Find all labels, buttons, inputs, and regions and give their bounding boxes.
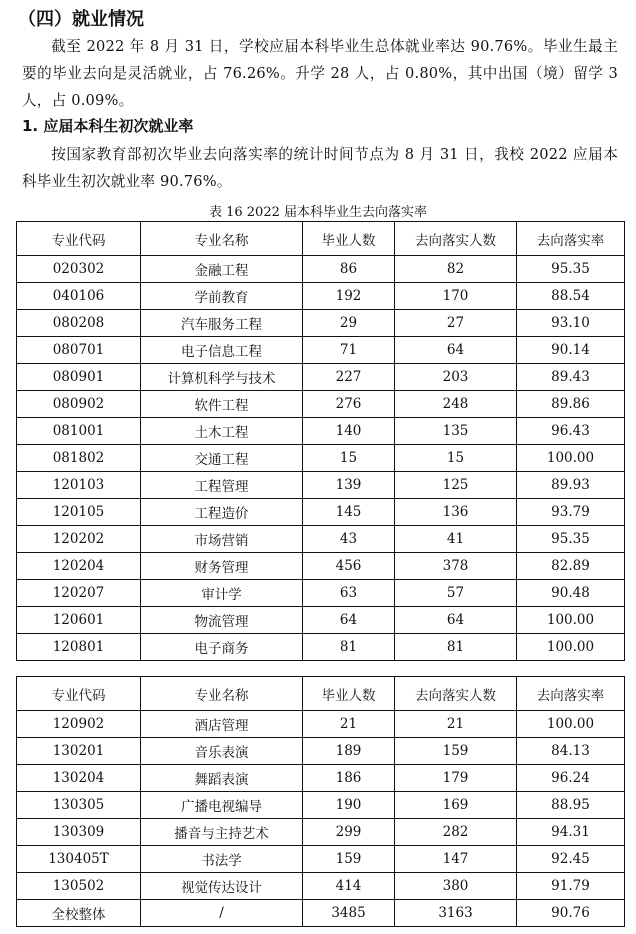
cell-major-name: 电子信息工程 <box>141 337 303 364</box>
cell-major-code: 020302 <box>17 256 141 283</box>
cell-placed-count: 136 <box>395 499 517 526</box>
table-row <box>17 526 625 553</box>
cell-graduates-count: 71 <box>303 337 395 364</box>
cell-placed-count: 282 <box>395 819 517 846</box>
cell-graduates-count: 15 <box>303 445 395 472</box>
cell-placement-rate: 89.86 <box>517 391 625 418</box>
cell-major-code: 130502 <box>17 873 141 900</box>
table-row <box>17 283 625 310</box>
table-row <box>17 418 625 445</box>
cell-major-code: 081802 <box>17 445 141 472</box>
cell-graduates-count: 3485 <box>303 900 395 927</box>
table-row <box>17 792 625 819</box>
cell-major-code: 130204 <box>17 765 141 792</box>
table-row <box>17 499 625 526</box>
table-header-row <box>17 677 625 711</box>
cell-major-code: 130201 <box>17 738 141 765</box>
cell-major-code: 080901 <box>17 364 141 391</box>
column-header-placement-rate: 去向落实率 <box>517 677 625 711</box>
cell-placed-count: 147 <box>395 846 517 873</box>
cell-major-name: 交通工程 <box>141 445 303 472</box>
cell-major-name: 财务管理 <box>141 553 303 580</box>
cell-placement-rate: 88.95 <box>517 792 625 819</box>
cell-placement-rate: 94.31 <box>517 819 625 846</box>
cell-placement-rate: 100.00 <box>517 445 625 472</box>
employment-table-part2 <box>16 676 625 927</box>
cell-major-name: 播音与主持艺术 <box>141 819 303 846</box>
cell-major-name: 物流管理 <box>141 607 303 634</box>
cell-placement-rate: 90.14 <box>517 337 625 364</box>
cell-placement-rate: 100.00 <box>517 634 625 661</box>
cell-placement-rate: 88.54 <box>517 283 625 310</box>
cell-placed-count: 41 <box>395 526 517 553</box>
table-row <box>17 873 625 900</box>
cell-major-name: 电子商务 <box>141 634 303 661</box>
column-header-placed-count: 去向落实人数 <box>395 677 517 711</box>
cell-major-name: 学前教育 <box>141 283 303 310</box>
cell-placed-count: 57 <box>395 580 517 607</box>
table-row <box>17 819 625 846</box>
cell-major-name: 工程管理 <box>141 472 303 499</box>
cell-major-name: 土木工程 <box>141 418 303 445</box>
cell-placement-rate: 93.10 <box>517 310 625 337</box>
cell-placed-count: 21 <box>395 711 517 738</box>
cell-major-code: 130305 <box>17 792 141 819</box>
cell-placed-count: 248 <box>395 391 517 418</box>
cell-placed-count: 170 <box>395 283 517 310</box>
cell-major-code: 081001 <box>17 418 141 445</box>
cell-graduates-count: 43 <box>303 526 395 553</box>
cell-major-name: 软件工程 <box>141 391 303 418</box>
cell-placement-rate: 96.24 <box>517 765 625 792</box>
cell-major-name: 视觉传达设计 <box>141 873 303 900</box>
employment-table-part1 <box>16 221 625 661</box>
cell-placement-rate: 90.76 <box>517 900 625 927</box>
cell-graduates-count: 63 <box>303 580 395 607</box>
cell-graduates-count: 145 <box>303 499 395 526</box>
table-row <box>17 256 625 283</box>
table-row <box>17 553 625 580</box>
cell-major-name: 审计学 <box>141 580 303 607</box>
cell-major-code: 120103 <box>17 472 141 499</box>
cell-graduates-count: 140 <box>303 418 395 445</box>
cell-major-name: 汽车服务工程 <box>141 310 303 337</box>
table-row <box>17 472 625 499</box>
cell-placed-count: 135 <box>395 418 517 445</box>
cell-placement-rate: 84.13 <box>517 738 625 765</box>
cell-major-name: 书法学 <box>141 846 303 873</box>
cell-major-code: 120801 <box>17 634 141 661</box>
cell-major-name: 舞蹈表演 <box>141 765 303 792</box>
column-header-graduates-count: 毕业人数 <box>303 677 395 711</box>
column-header-major-code: 专业代码 <box>17 222 141 256</box>
cell-placement-rate: 96.43 <box>517 418 625 445</box>
table-caption: 表 16 2022 届本科毕业生去向落实率 <box>208 205 428 220</box>
cell-placed-count: 380 <box>395 873 517 900</box>
cell-graduates-count: 456 <box>303 553 395 580</box>
cell-graduates-count: 21 <box>303 711 395 738</box>
cell-major-name: / <box>141 900 303 927</box>
cell-placed-count: 203 <box>395 364 517 391</box>
cell-placed-count: 64 <box>395 607 517 634</box>
cell-major-code: 080902 <box>17 391 141 418</box>
initial-employment-paragraph: 按国家教育部初次毕业去向落实率的统计时间节点为 8 月 31 日，我校 2022 应届本科毕业生初次就业率 90.76%。 <box>22 146 618 190</box>
cell-major-name: 市场营销 <box>141 526 303 553</box>
table-row <box>17 580 625 607</box>
cell-major-name: 金融工程 <box>141 256 303 283</box>
cell-graduates-count: 159 <box>303 846 395 873</box>
table-header-row <box>17 222 625 256</box>
cell-major-code: 全校整体 <box>17 900 141 927</box>
cell-graduates-count: 29 <box>303 310 395 337</box>
cell-placed-count: 378 <box>395 553 517 580</box>
cell-major-code: 120204 <box>17 553 141 580</box>
cell-placed-count: 81 <box>395 634 517 661</box>
cell-graduates-count: 276 <box>303 391 395 418</box>
employment-summary-paragraph: 截至 2022 年 8 月 31 日，学校应届本科毕业生总体就业率达 90.76%。毕业生最主要的毕业去向是灵活就业，占 76.26%。升学 28 人，占 0.80%，其中出国（境）留学 3 人，占 0.09%。 <box>22 38 618 109</box>
table-row <box>17 900 625 927</box>
cell-placed-count: 3163 <box>395 900 517 927</box>
table-row <box>17 607 625 634</box>
cell-major-code: 120601 <box>17 607 141 634</box>
table-row <box>17 634 625 661</box>
table-row <box>17 445 625 472</box>
cell-graduates-count: 190 <box>303 792 395 819</box>
cell-major-code: 120105 <box>17 499 141 526</box>
cell-graduates-count: 186 <box>303 765 395 792</box>
cell-major-name: 计算机科学与技术 <box>141 364 303 391</box>
cell-graduates-count: 81 <box>303 634 395 661</box>
cell-graduates-count: 227 <box>303 364 395 391</box>
cell-major-code: 130309 <box>17 819 141 846</box>
column-header-major-name: 专业名称 <box>141 677 303 711</box>
table-row <box>17 364 625 391</box>
table-row <box>17 391 625 418</box>
table-row <box>17 846 625 873</box>
cell-placement-rate: 82.89 <box>517 553 625 580</box>
cell-graduates-count: 139 <box>303 472 395 499</box>
cell-placement-rate: 100.00 <box>517 711 625 738</box>
cell-major-name: 酒店管理 <box>141 711 303 738</box>
cell-major-name: 工程造价 <box>141 499 303 526</box>
table-row <box>17 310 625 337</box>
cell-graduates-count: 64 <box>303 607 395 634</box>
cell-graduates-count: 189 <box>303 738 395 765</box>
cell-placed-count: 27 <box>395 310 517 337</box>
cell-major-code: 120202 <box>17 526 141 553</box>
cell-graduates-count: 86 <box>303 256 395 283</box>
cell-placement-rate: 95.35 <box>517 526 625 553</box>
cell-graduates-count: 414 <box>303 873 395 900</box>
cell-placed-count: 159 <box>395 738 517 765</box>
cell-graduates-count: 299 <box>303 819 395 846</box>
table-row <box>17 738 625 765</box>
cell-placement-rate: 92.45 <box>517 846 625 873</box>
section-title: （四）就业情况 <box>18 9 144 30</box>
cell-major-code: 130405T <box>17 846 141 873</box>
column-header-major-name: 专业名称 <box>141 222 303 256</box>
column-header-graduates-count: 毕业人数 <box>303 222 395 256</box>
cell-placement-rate: 100.00 <box>517 607 625 634</box>
cell-major-name: 音乐表演 <box>141 738 303 765</box>
cell-placed-count: 64 <box>395 337 517 364</box>
cell-placed-count: 125 <box>395 472 517 499</box>
table-row <box>17 337 625 364</box>
cell-placement-rate: 89.93 <box>517 472 625 499</box>
cell-placement-rate: 93.79 <box>517 499 625 526</box>
cell-placement-rate: 95.35 <box>517 256 625 283</box>
cell-major-code: 040106 <box>17 283 141 310</box>
cell-major-name: 广播电视编导 <box>141 792 303 819</box>
column-header-major-code: 专业代码 <box>17 677 141 711</box>
cell-placed-count: 179 <box>395 765 517 792</box>
cell-major-code: 120207 <box>17 580 141 607</box>
table-row <box>17 765 625 792</box>
column-header-placed-count: 去向落实人数 <box>395 222 517 256</box>
cell-placed-count: 15 <box>395 445 517 472</box>
cell-placement-rate: 89.43 <box>517 364 625 391</box>
cell-placed-count: 169 <box>395 792 517 819</box>
column-header-placement-rate: 去向落实率 <box>517 222 625 256</box>
subsection-title: 1. 应届本科生初次就业率 <box>22 117 194 135</box>
cell-major-code: 120902 <box>17 711 141 738</box>
cell-placed-count: 82 <box>395 256 517 283</box>
cell-major-code: 080208 <box>17 310 141 337</box>
table-row <box>17 711 625 738</box>
cell-major-code: 080701 <box>17 337 141 364</box>
cell-graduates-count: 192 <box>303 283 395 310</box>
cell-placement-rate: 91.79 <box>517 873 625 900</box>
cell-placement-rate: 90.48 <box>517 580 625 607</box>
